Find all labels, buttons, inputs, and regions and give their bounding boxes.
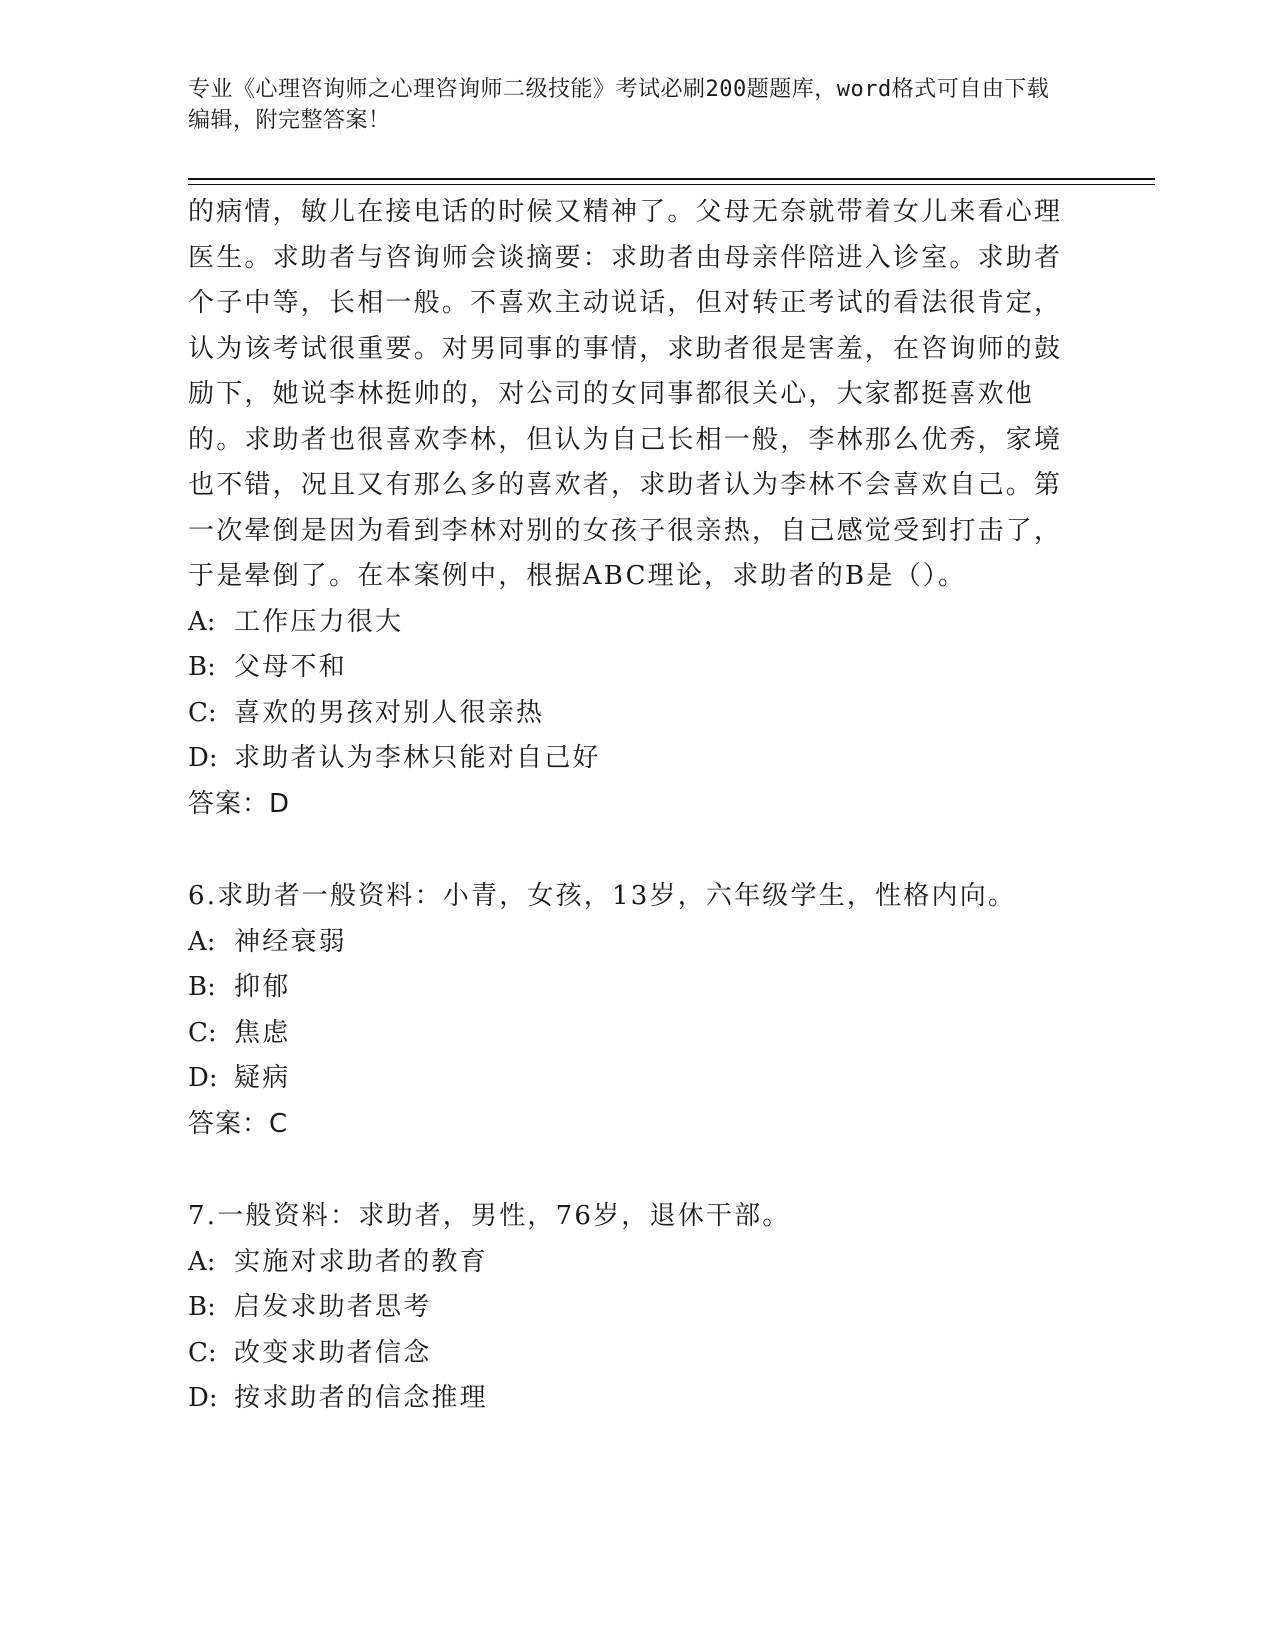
option-key: B: [188, 972, 216, 1002]
question-7-option-c [188, 1331, 1068, 1377]
option-key: A: [188, 606, 216, 637]
option-text: 父母不和 [234, 652, 347, 682]
option-text: 神经衰弱 [234, 926, 347, 957]
option-text: 实施对求助者的教育 [234, 1246, 488, 1277]
question-6-option-c [188, 1011, 1068, 1057]
option-text: 焦虑 [234, 1017, 291, 1048]
option-key: B: [188, 652, 216, 682]
option-key: D: [188, 743, 218, 773]
option-key: C: [188, 697, 217, 728]
question-5-option-a [188, 600, 1068, 646]
header-rule-thick [188, 178, 1155, 180]
question-5-option-c [188, 691, 1068, 737]
option-key: D: [188, 1063, 218, 1093]
option-text: 喜欢的男孩对别人很亲热 [234, 697, 545, 728]
question-5-stem: 的病情，敏儿在接电话的时候又精神了。父母无奈就带着女儿来看心理医生。求助者与咨询师会谈摘要：求助者由母亲伴陪进入诊室。求助者个子中等，长相一般。不喜欢主动说话，但对转正考试的看法很肯定，认为该考试很重要。对男同事的事情，求助者很是害羞，在咨询师的鼓励下，她说李林挺帅的，对公司的女同事都很关心，大家都挺喜欢他的。求助者也很喜欢李林，但认为自己长相一般，李林那么优秀，家境也不错，况且又有那么多的喜欢者，求助者认为李林不会喜欢自己。第一次晕倒是因为看到李林对别的女孩子很亲热，自己感觉受到打击了，于是晕倒了。在本案例中，根据ABC理论，求助者的B是（）。 [188, 197, 1063, 591]
document-header: 专业《心理咨询师之心理咨询师二级技能》考试必刷200题题库，word格式可自由下载编辑，附完整答案！ [188, 77, 1050, 133]
option-text: 工作压力很大 [234, 606, 404, 637]
question-7-option-d [188, 1376, 1068, 1422]
question-6-option-b [188, 965, 1068, 1011]
question-6-answer: 答案：C [188, 1108, 289, 1139]
header-rule-thin [188, 184, 1155, 185]
option-text: 改变求助者信念 [234, 1337, 432, 1368]
question-6-option-d [188, 1056, 1068, 1102]
question-5-option-d [188, 736, 1068, 782]
question-5-option-b [188, 645, 1068, 691]
option-key: C: [188, 1337, 217, 1368]
option-text: 求助者认为李林只能对自己好 [234, 743, 601, 773]
question-7-option-a [188, 1240, 1068, 1286]
option-text: 按求助者的信念推理 [234, 1383, 488, 1413]
question-7-option-b [188, 1285, 1068, 1331]
option-key: A: [188, 1246, 216, 1277]
option-key: D: [188, 1383, 218, 1413]
question-6-option-a [188, 920, 1068, 966]
question-7-stem: 7.一般资料：求助者，男性，76岁，退休干部。 [188, 1201, 791, 1231]
document-body [188, 190, 1068, 1422]
option-key: A: [188, 926, 216, 957]
question-5-answer: 答案：D [188, 788, 291, 819]
question-gap [188, 827, 1068, 874]
option-key: C: [188, 1017, 217, 1048]
option-text: 启发求助者思考 [234, 1292, 432, 1322]
option-key: B: [188, 1292, 216, 1322]
option-text: 疑病 [234, 1063, 291, 1093]
option-text: 抑郁 [234, 972, 291, 1002]
question-6-stem: 6.求助者一般资料：小青，女孩，13岁，六年级学生，性格内向。 [188, 881, 1017, 911]
question-gap [188, 1147, 1068, 1194]
